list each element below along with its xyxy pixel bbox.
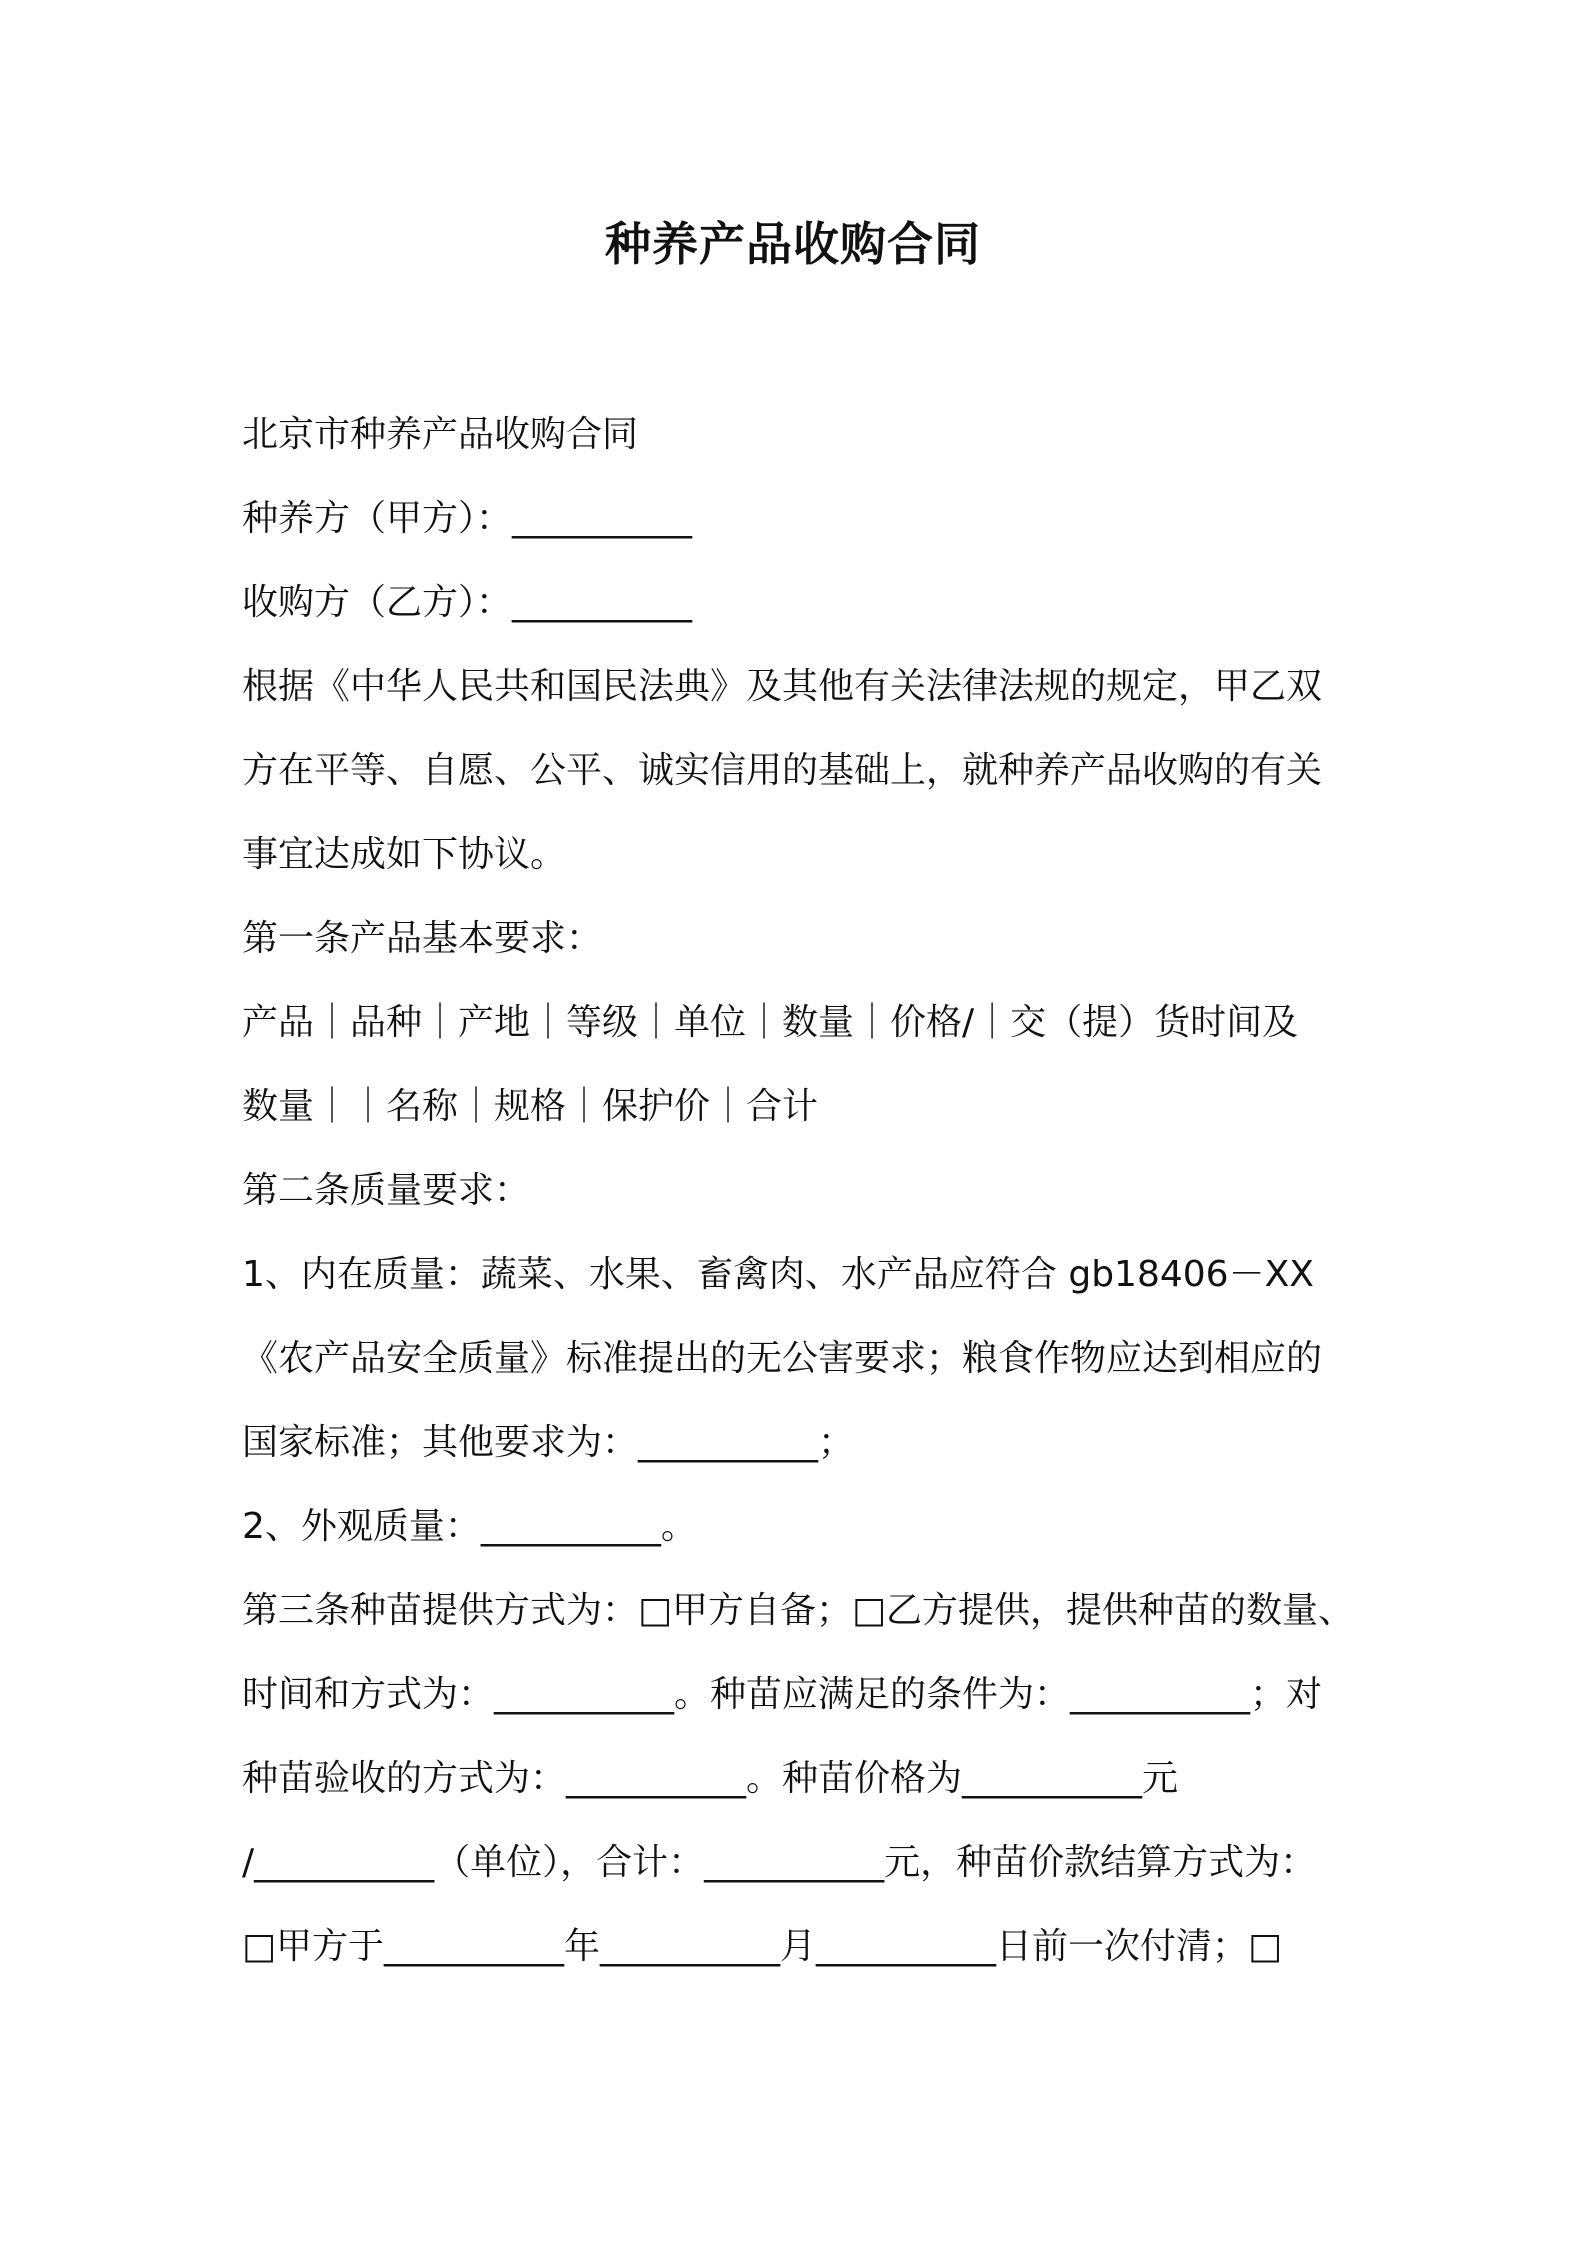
article-3-line-4: /__________（单位），合计：__________元，种苗价款结算方式为：	[242, 1842, 1317, 1883]
article-2-item-2: 2、外观质量：__________。	[242, 1506, 697, 1547]
party-a-line: 种养方（甲方）：__________	[242, 498, 693, 539]
preamble-line-1: 根据《中华人民共和国民法典》及其他有关法律法规的规定，甲乙双	[242, 666, 1323, 707]
article-3-line-2: 时间和方式为：__________。种苗应满足的条件为：__________；对	[242, 1674, 1323, 1715]
article-3-line-5: □甲方于__________年__________月__________日前一次付清；□	[242, 1926, 1283, 1967]
article-1-table-line-2: 数量｜｜名称｜规格｜保护价｜合计	[242, 1086, 819, 1127]
article-2-item-1-line-3: 国家标准；其他要求为：__________；	[242, 1422, 855, 1463]
article-3-line-3: 种苗验收的方式为：__________。种苗价格为__________元	[242, 1758, 1179, 1799]
article-2-item-1-line-1: 1、内在质量：蔬菜、水果、畜禽肉、水产品应符合 gb18406－XX	[242, 1254, 1314, 1295]
article-3-line-1: 第三条种苗提供方式为：□甲方自备；□乙方提供，提供种苗的数量、	[242, 1590, 1355, 1631]
article-2-heading: 第二条质量要求：	[242, 1170, 531, 1211]
article-1-table-line-1: 产品｜品种｜产地｜等级｜单位｜数量｜价格/｜交（提）货时间及	[242, 1002, 1299, 1043]
document-title: 种养产品收购合同	[605, 217, 981, 271]
preamble-line-2: 方在平等、自愿、公平、诚实信用的基础上，就种养产品收购的有关	[242, 750, 1323, 791]
article-2-item-1-line-2: 《农产品安全质量》标准提出的无公害要求；粮食作物应达到相应的	[242, 1338, 1323, 1379]
preamble-line-3: 事宜达成如下协议。	[242, 834, 567, 875]
party-b-line: 收购方（乙方）：__________	[242, 582, 693, 623]
subtitle-line: 北京市种养产品收购合同	[242, 414, 639, 455]
article-1-heading: 第一条产品基本要求：	[242, 918, 603, 959]
